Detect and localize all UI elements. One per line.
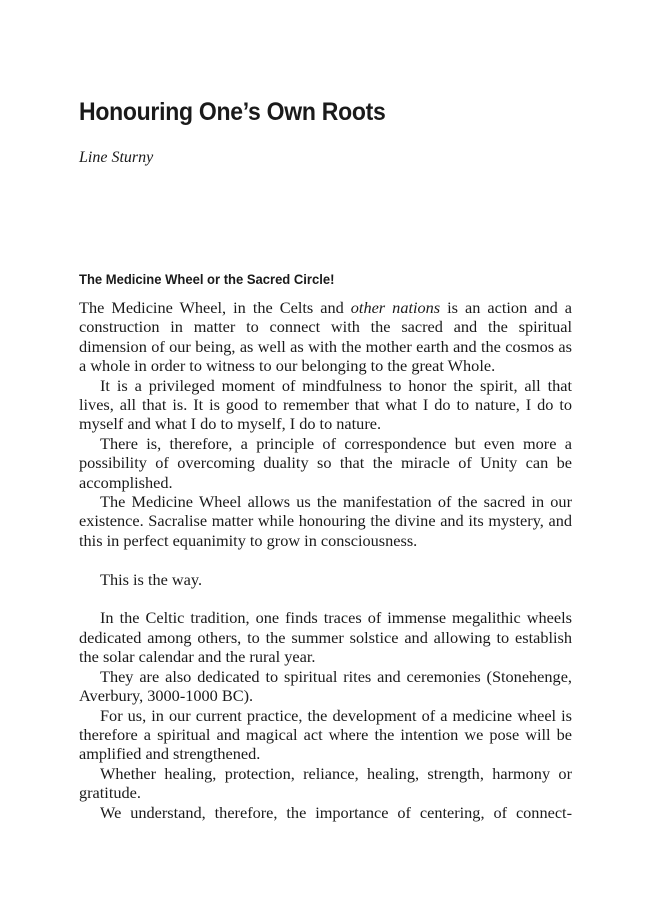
chapter-title: Honouring One’s Own Roots [79,98,386,126]
author-name: Line Sturny [79,149,154,166]
paragraph: The Medicine Wheel allows us the manifestation of the sacred in our existence. Sacralise matter while honouring the divine and its mystery, and this in perfect equanimity to grow in consciousness. [79,492,572,550]
paragraph: There is, therefore, a principle of correspondence but even more a possibility of overcoming duality so that the miracle of Unity can be accomplished. [79,433,572,492]
paragraph: We understand, therefore, the importance of centering, of connect- [100,802,572,822]
paragraph: In the Celtic tradition, one finds traces of immense megalithic wheels dedicated among others, to the summer solstice and allowing to establish the solar calendar and the rural year. [79,608,572,667]
section-heading: The Medicine Wheel or the Sacred Circle! [79,271,335,287]
paragraph: Whether healing, protection, reliance, healing, strength, harmony or gratitude. [79,763,572,803]
emphasis-text: other nations [350,298,441,317]
paragraph: For us, in our current practice, the development of a medicine wheel is therefore a spiritual and magical act where the intention we pose will be amplified and strengthened. [79,705,572,764]
paragraph-text: The Medicine Wheel, in the Celts and [79,298,351,317]
paragraph: It is a privileged moment of mindfulness to honor the spirit, all that lives, all that is. It is good to remember that what I do to nature, I do to myself and what I do to myself, I do to nature. [79,375,572,434]
paragraph: This is the way. [100,569,203,589]
paragraph: They are also dedicated to spiritual rites and ceremonies (Stonehenge, Averbury, 3000-1000 BC). [79,666,572,706]
paragraph [79,298,572,376]
paragraph-text: is an action and a construction in matter to connect with the sacred and the spiritual dimension of our being, as well as with the mother earth and the cosmos as a whole in order to witness to our belonging to the great Whole. [79,298,572,376]
body-text [79,298,572,822]
